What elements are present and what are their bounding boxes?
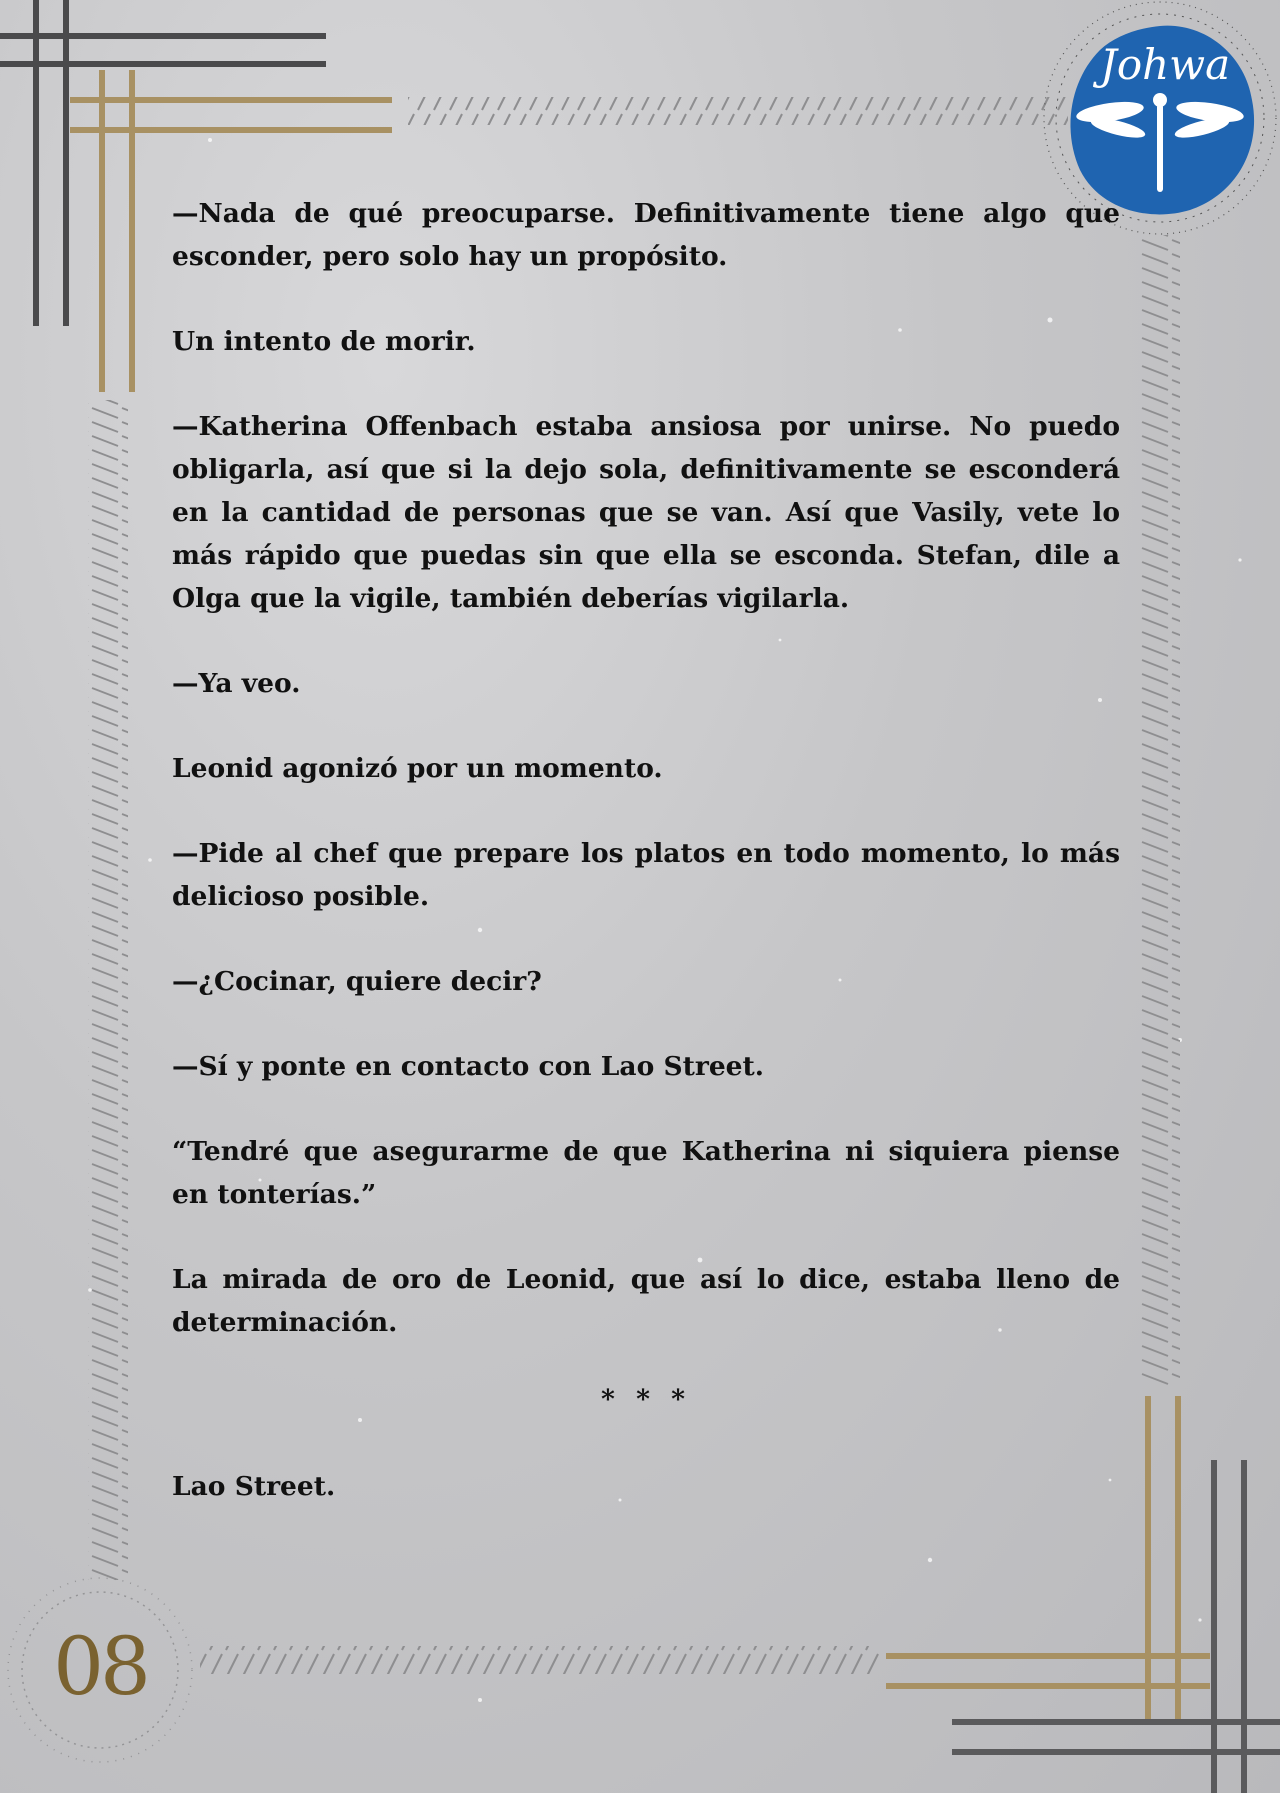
page-number: 08: [53, 1620, 147, 1713]
right-hatch-band: [1140, 235, 1180, 1385]
paragraph: Un intento de morir.: [172, 326, 476, 357]
paragraph: La mirada de oro de Leonid, que así lo dice, estaba lleno de determinación.: [172, 1264, 1120, 1338]
paragraph: —¿Cocinar, quiere decir?: [172, 966, 542, 997]
paragraph: —Ya veo.: [172, 668, 301, 699]
paragraph: —Katherina Offenbach estaba ansiosa por unirse. No puedo obligarla, así que si la dejo sola, definitivamente se esconderá en la cantidad de personas que se van. Así que Vasily, vete lo más rápido que puedas sin que ella se esconda. Stefan, dile a Olga que la vigile, también deberías vigilarla.: [172, 411, 1120, 614]
brand-name: Johwa: [1100, 40, 1231, 89]
paragraph: Lao Street.: [172, 1471, 336, 1502]
scene-separator: * * *: [600, 1384, 692, 1415]
paragraph: “Tendré que asegurarme de que Katherina ni siquiera piense en tonterías.”: [172, 1136, 1120, 1210]
paragraph: Leonid agonizó por un momento.: [172, 753, 663, 784]
paragraph: —Nada de qué preocuparse. Definitivamente tiene algo que esconder, pero solo hay un propósito.: [172, 198, 1120, 272]
paragraph: —Pide al chef que prepare los platos en todo momento, lo más delicioso posible.: [172, 838, 1120, 912]
bottom-hatch-band: [200, 1646, 880, 1674]
paragraph: —Sí y ponte en contacto con Lao Street.: [172, 1051, 765, 1082]
left-hatch-band: [88, 400, 128, 1580]
story-text: [172, 192, 1120, 1550]
top-hatch-band: [408, 97, 1068, 125]
